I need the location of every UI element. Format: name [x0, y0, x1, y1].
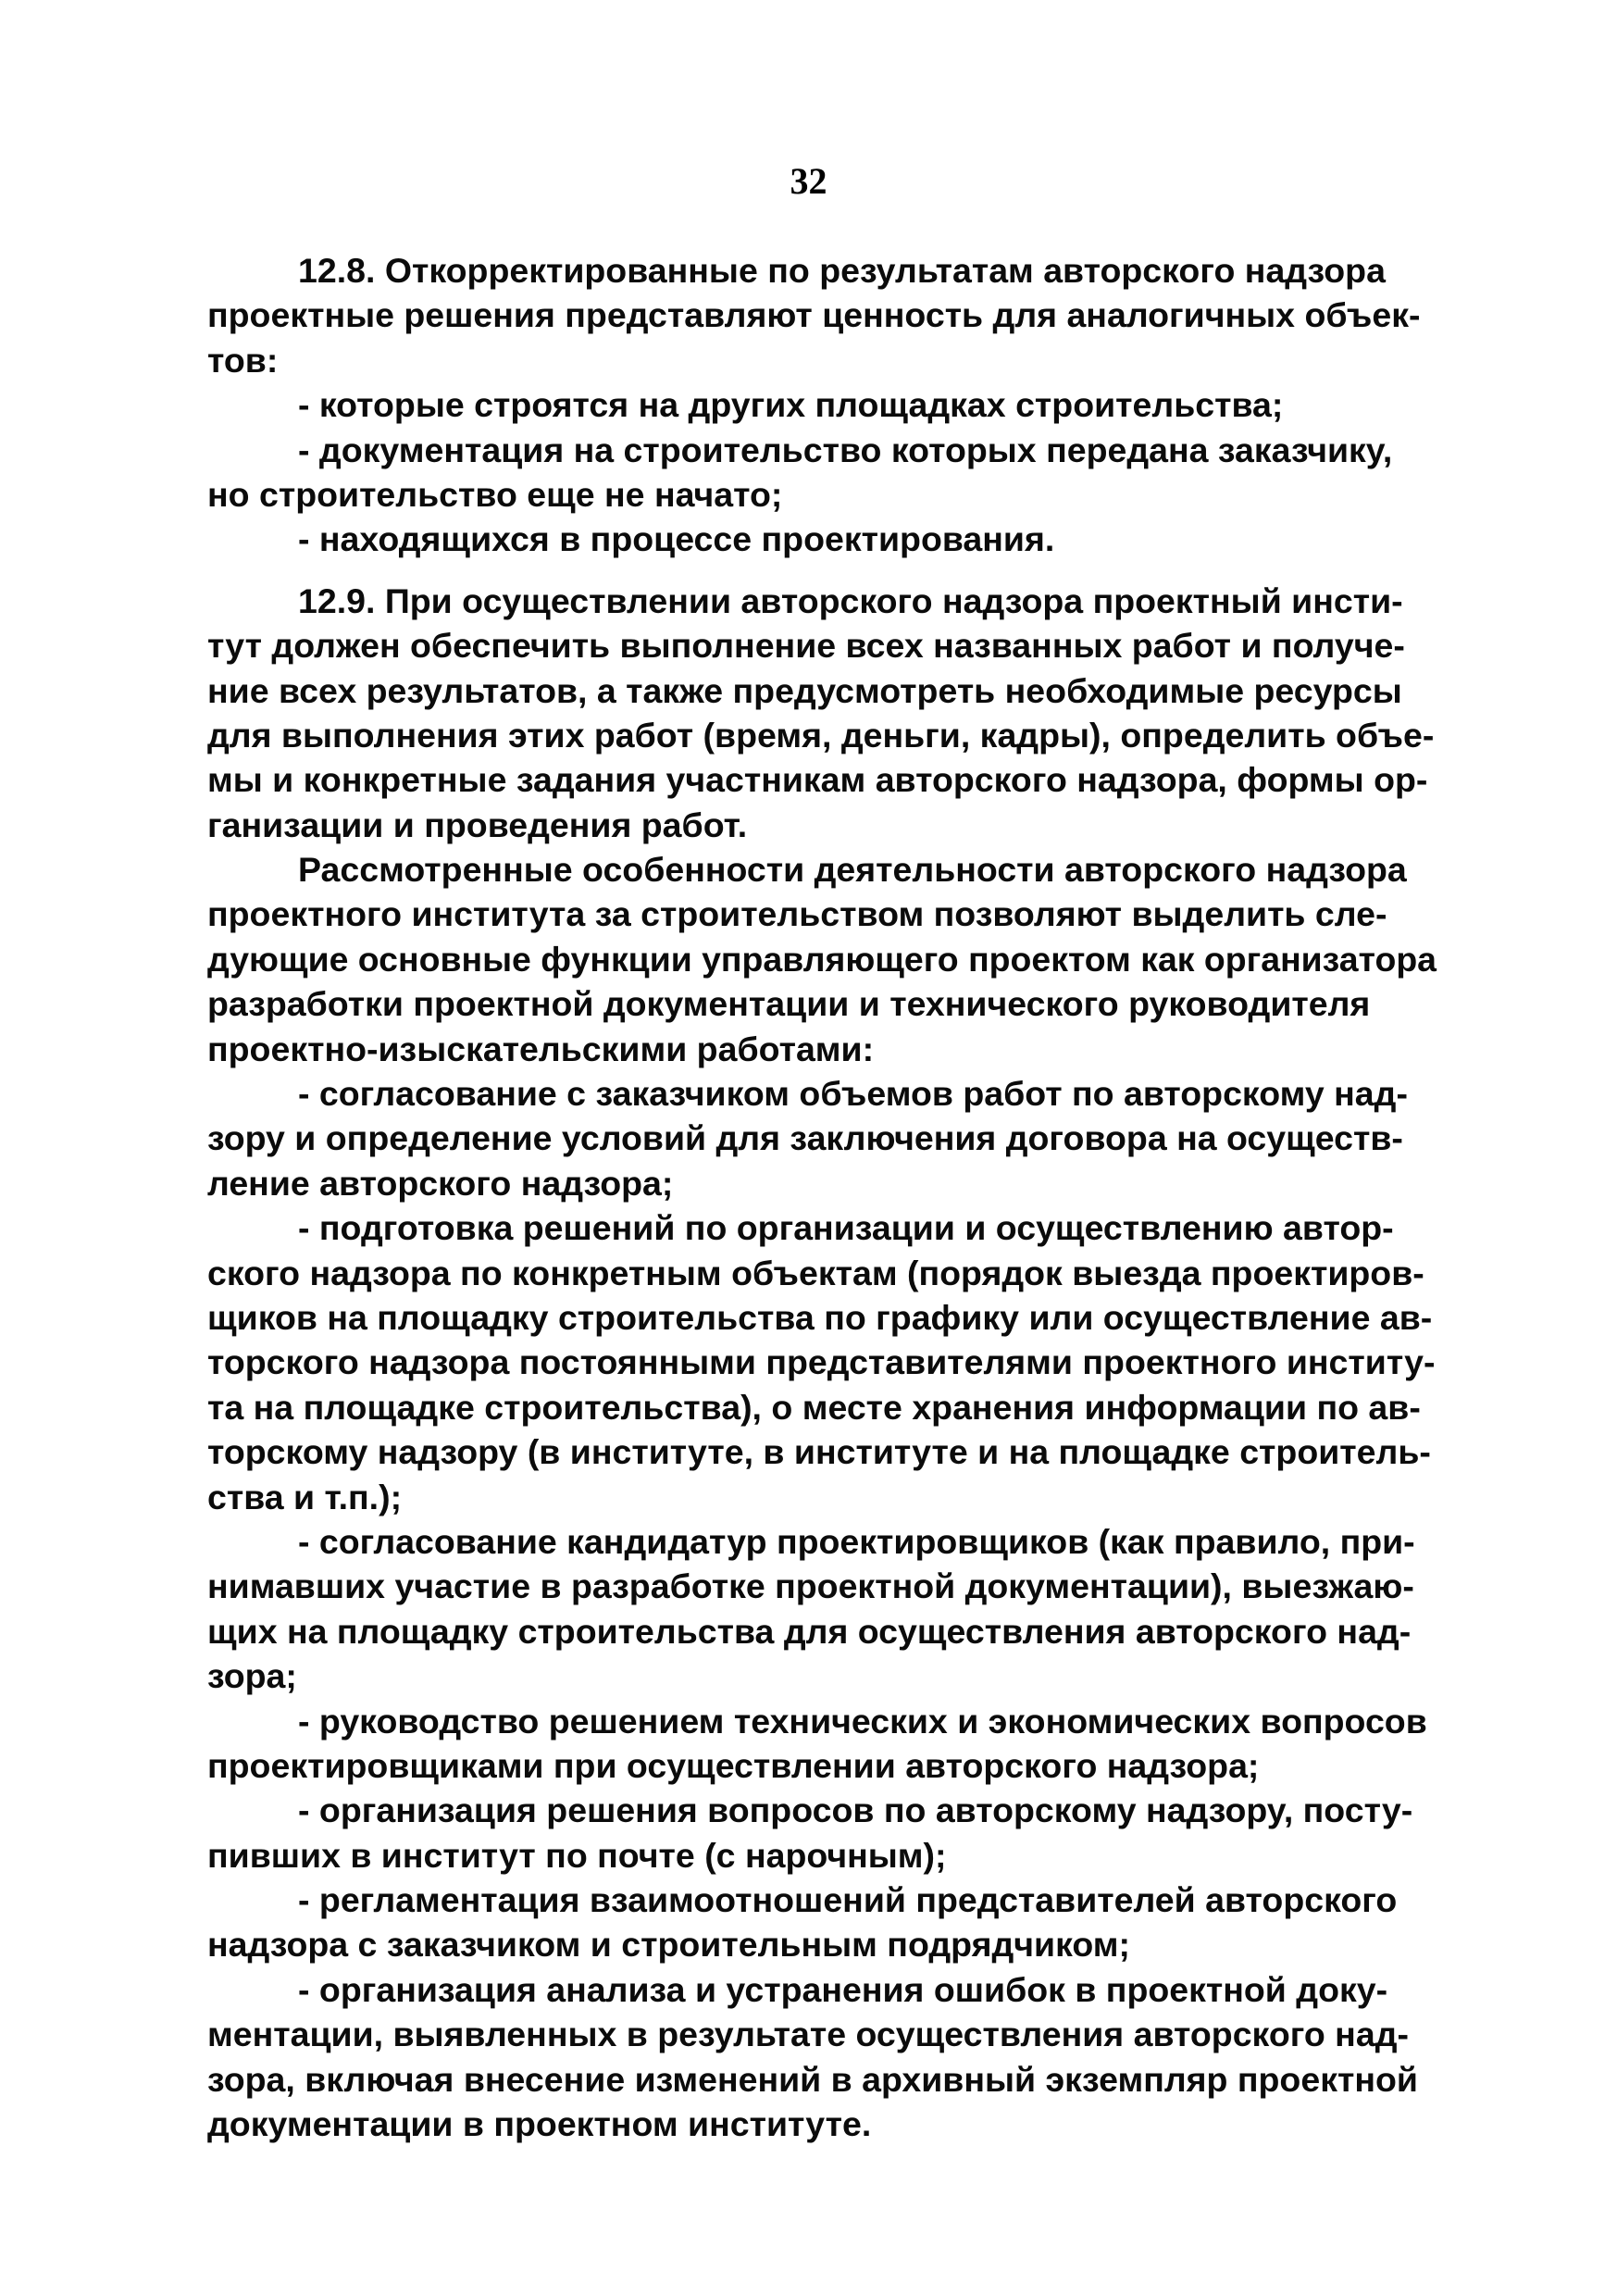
text-line: [207, 1519, 1437, 1564]
text-line-content: ства и т.п.);: [207, 1477, 403, 1516]
text-line: [207, 1475, 1437, 1519]
text-line-content: - документация на строительство которых передана заказчику,: [298, 430, 1393, 469]
text-line-content: Рассмотренные особенности деятельности авторского надзора: [298, 850, 1407, 890]
text-line: [207, 2102, 1437, 2146]
text-line-content: щих на площадку строительства для осуществления авторского над-: [207, 1611, 1412, 1651]
text-line-content: надзора с заказчиком и строительным подрядчиком;: [207, 1925, 1130, 1965]
text-line-content: торскому надзору (в институте, в институте и на площадке строитель-: [207, 1432, 1431, 1472]
text-line: [207, 1161, 1437, 1205]
text-line: [207, 1609, 1437, 1653]
text-line-content: - находящихся в процессе проектирования.: [298, 519, 1055, 559]
text-line-content: зора;: [207, 1656, 297, 1696]
text-line: [207, 517, 1437, 561]
text-line-content: та на площадке строительства), о месте хранения информации по ав-: [207, 1387, 1421, 1427]
text-line-content: мы и конкретные задания участникам авторского надзора, формы ор-: [207, 760, 1428, 800]
text-line-content: - согласование с заказчиком объемов работ по авторскому над-: [298, 1074, 1408, 1114]
text-line-content: ние всех результатов, а также предусмотреть необходимые ресурсы: [207, 670, 1402, 710]
text-line: [207, 668, 1437, 713]
text-line: [207, 2057, 1437, 2102]
text-line-content: торского надзора постоянными представителями проектного институ-: [207, 1342, 1436, 1382]
text-line-content: - руководство решением технических и экономических вопросов: [298, 1701, 1427, 1741]
page-number: 32: [790, 160, 827, 202]
text-line-content: документации в проектном институте.: [207, 2104, 872, 2144]
text-line-content: ление авторского надзора;: [207, 1163, 674, 1203]
text-line-content: зора, включая внесение изменений в архивный экземпляр проектной: [207, 2059, 1418, 2099]
text-line-content: - организация анализа и устранения ошибок в проектной доку-: [298, 1969, 1388, 2009]
text-line-content: ганизации и проведения работ.: [207, 805, 748, 844]
text-line-content: но строительство еще не начато;: [207, 474, 783, 514]
text-line: [207, 937, 1437, 981]
text-line-content: 12.8. Откорректированные по результатам авторского надзора: [298, 251, 1386, 290]
text-line: [207, 803, 1437, 847]
text-line-content: - согласование кандидатур проектировщиков (как правило, при-: [298, 1521, 1415, 1561]
text-line: [207, 1027, 1437, 1071]
text-line: [207, 847, 1437, 892]
text-line: [207, 1340, 1437, 1384]
text-line: [207, 1967, 1437, 2012]
text-line: [207, 338, 1437, 382]
text-line: [207, 1922, 1437, 1966]
text-line-content: зору и определение условий для заключения договора на осуществ-: [207, 1118, 1403, 1158]
text-line: [207, 579, 1437, 623]
text-line-content: проектные решения представляют ценность для аналогичных объек-: [207, 295, 1421, 335]
text-line: [207, 1788, 1437, 1832]
text-line: [207, 293, 1437, 337]
text-line-content: разработки проектной документации и технического руководителя: [207, 984, 1371, 1024]
text-line: [207, 248, 1437, 293]
text-line: [207, 757, 1437, 802]
text-line-content: ментации, выявленных в результате осуществления авторского над-: [207, 2015, 1409, 2054]
text-line-content: дующие основные функции управляющего проектом как организатора: [207, 939, 1437, 979]
text-line-content: щиков на площадку строительства по графику или осуществление ав-: [207, 1297, 1433, 1337]
text-line-content: ского надзора по конкретным объектам (порядок выезда проектиров-: [207, 1253, 1424, 1292]
text-line: [207, 713, 1437, 757]
text-line: [207, 1429, 1437, 1474]
text-line-content: проектно-изыскательскими работами:: [207, 1029, 875, 1068]
text-line-content: тов:: [207, 340, 279, 380]
text-line: [207, 981, 1437, 1026]
text-line: [207, 1743, 1437, 1788]
text-line: [207, 1071, 1437, 1116]
text-line: [207, 382, 1437, 427]
text-line: [207, 1833, 1437, 1878]
text-line-content: для выполнения этих работ (время, деньги, кадры), определить объе-: [207, 715, 1435, 755]
text-line-content: - подготовка решений по организации и осуществлению автор-: [298, 1208, 1394, 1248]
text-line: [207, 428, 1437, 472]
text-line: [207, 1251, 1437, 1295]
text-line: [207, 1385, 1437, 1429]
text-line-content: проектного института за строительством позволяют выделить сле-: [207, 894, 1387, 934]
text-line-content: нимавших участие в разработке проектной документации), выезжаю-: [207, 1566, 1414, 1606]
text-line: [207, 1878, 1437, 1922]
text-line: [207, 1653, 1437, 1698]
text-line: [207, 1564, 1437, 1608]
text-line: [207, 1295, 1437, 1340]
text-line: [207, 2012, 1437, 2056]
text-line: [207, 1699, 1437, 1743]
text-line-content: проектировщиками при осуществлении авторского надзора;: [207, 1745, 1260, 1785]
text-line-content: 12.9. При осуществлении авторского надзора проектный инсти-: [298, 580, 1403, 620]
text-line: [207, 1205, 1437, 1250]
text-line-content: - организация решения вопросов по авторскому надзору, посту-: [298, 1791, 1413, 1830]
text-line-content: - регламентация взаимоотношений представителей авторского: [298, 1880, 1398, 1920]
body-text: [207, 248, 1437, 2146]
text-line: [207, 472, 1437, 517]
text-line: [207, 623, 1437, 668]
text-line-content: - которые строятся на других площадках строительства;: [298, 385, 1284, 425]
text-line: [207, 1116, 1437, 1160]
text-line-content: тут должен обеспечить выполнение всех названных работ и получе-: [207, 626, 1405, 666]
text-line: [207, 892, 1437, 936]
text-line-content: пивших в институт по почте (с нарочным);: [207, 1835, 947, 1875]
